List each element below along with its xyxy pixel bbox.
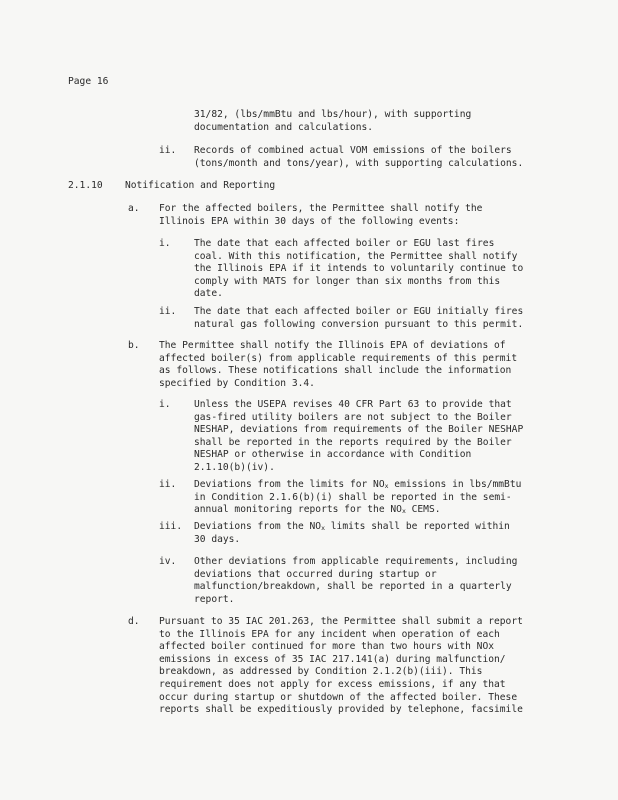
item-number: ii.	[159, 479, 177, 490]
text-line: date.	[194, 288, 223, 300]
text-line: emissions in excess of 35 IAC 217.141(a) during malfunction/	[159, 653, 506, 665]
text-line: annual monitoring reports for the $NO_x$ CEMS.	[194, 504, 441, 516]
text-line: 30 days.	[194, 533, 241, 545]
text-line: For the affected boilers, the Permittee shall notify the	[159, 203, 483, 214]
text-line: affected boiler(s) from applicable requirements of this permit	[159, 352, 518, 364]
paragraph-b-i-text	[194, 399, 523, 475]
text-line: NESHAP, deviations from requirements of the Boiler NESHAP	[194, 424, 524, 436]
text-line: report.	[194, 593, 235, 605]
text-line: gas-fired utility boilers are not subject to the Boiler	[194, 411, 512, 423]
text-line: Illinois EPA within 30 days of the following events:	[159, 215, 460, 227]
text-line: Other deviations from applicable requirements, including	[194, 556, 518, 567]
page-label: Page 16	[68, 76, 109, 87]
paragraph-d-text	[159, 616, 523, 717]
text-line: 31/82, (lbs/mmBtu and lbs/hour), with supporting	[194, 109, 472, 120]
paragraph-a-i-text	[194, 238, 523, 301]
text-line: deviations that occurred during startup or	[194, 568, 437, 580]
text-line: documentation and calculations.	[194, 121, 374, 133]
text-line: natural gas following conversion pursuant to this permit.	[194, 318, 524, 330]
text-line: (tons/month and tons/year), with supporting calculations.	[194, 157, 524, 169]
text-line: The Permittee shall notify the Illinois EPA of deviations of	[159, 340, 506, 351]
paragraph-letter: a.	[128, 203, 140, 214]
text-line: to the Illinois EPA for any incident when operation of each	[159, 628, 500, 640]
text-line: The date that each affected boiler or EGU last fires	[194, 238, 495, 249]
item-number: ii.	[159, 306, 177, 317]
text-line: comply with MATS for longer than six months from this	[194, 275, 501, 287]
item-number: ii.	[159, 145, 177, 156]
text-line: The date that each affected boiler or EGU initially fires	[194, 306, 524, 317]
section-number: 2.1.10	[68, 180, 103, 191]
item-number: i.	[159, 399, 171, 410]
text-line: in Condition 2.1.6(b)(i) shall be reported in the semi-	[194, 491, 512, 503]
section-title: Notification and Reporting	[125, 180, 276, 191]
text-line: Deviations from the limits for $NO_x$ emissions in lbs/mmBtu	[194, 479, 522, 490]
paragraph-letter: d.	[128, 616, 140, 627]
text-line: NESHAP or otherwise in accordance with Condition	[194, 449, 472, 461]
paragraph-b-iv-text	[194, 556, 517, 606]
text-line: Pursuant to 35 IAC 201.263, the Permittee shall submit a report	[159, 616, 523, 627]
text-line: breakdown, as addressed by Condition 2.1.2(b)(iii). This	[159, 666, 483, 678]
text-line: the Illinois EPA if it intends to voluntarily continue to	[194, 263, 524, 275]
continuation-text	[194, 109, 471, 134]
paragraph-b-text	[159, 340, 517, 390]
records-voms-text	[194, 145, 523, 170]
text-line: Unless the USEPA revises 40 CFR Part 63 to provide that	[194, 399, 512, 410]
text-line: Records of combined actual VOM emissions of the boilers	[194, 145, 512, 156]
text-line: occur during startup or shutdown of the affected boiler. These	[159, 691, 518, 703]
item-number: iv.	[159, 556, 177, 567]
text-line: shall be reported in the reports required by the Boiler	[194, 436, 512, 448]
paragraph-letter: b.	[128, 340, 140, 351]
paragraph-b-iii-text	[194, 521, 510, 546]
text-line: reports shall be expeditiously provided by telephone, facsimile	[159, 704, 523, 716]
text-line: specified by Condition 3.4.	[159, 377, 315, 389]
item-number: i.	[159, 238, 171, 249]
text-line: as follows. These notifications shall include the information	[159, 365, 512, 377]
text-line: requirement does not apply for excess emissions, if any that	[159, 678, 506, 690]
text-line: affected boiler continued for more than two hours with NOx	[159, 641, 495, 653]
paragraph-b-ii-text	[194, 479, 521, 517]
item-number: iii.	[159, 521, 183, 532]
text-line: 2.1.10(b)(iv).	[194, 461, 275, 473]
text-line: coal. With this notification, the Permittee shall notify	[194, 250, 518, 262]
paragraph-a-ii-text	[194, 306, 523, 331]
text-line: malfunction/breakdown, shall be reported in a quarterly	[194, 581, 512, 593]
text-line: Deviations from the $NO_x$ limits shall be reported within	[194, 521, 510, 532]
paragraph-a-text	[159, 203, 482, 228]
